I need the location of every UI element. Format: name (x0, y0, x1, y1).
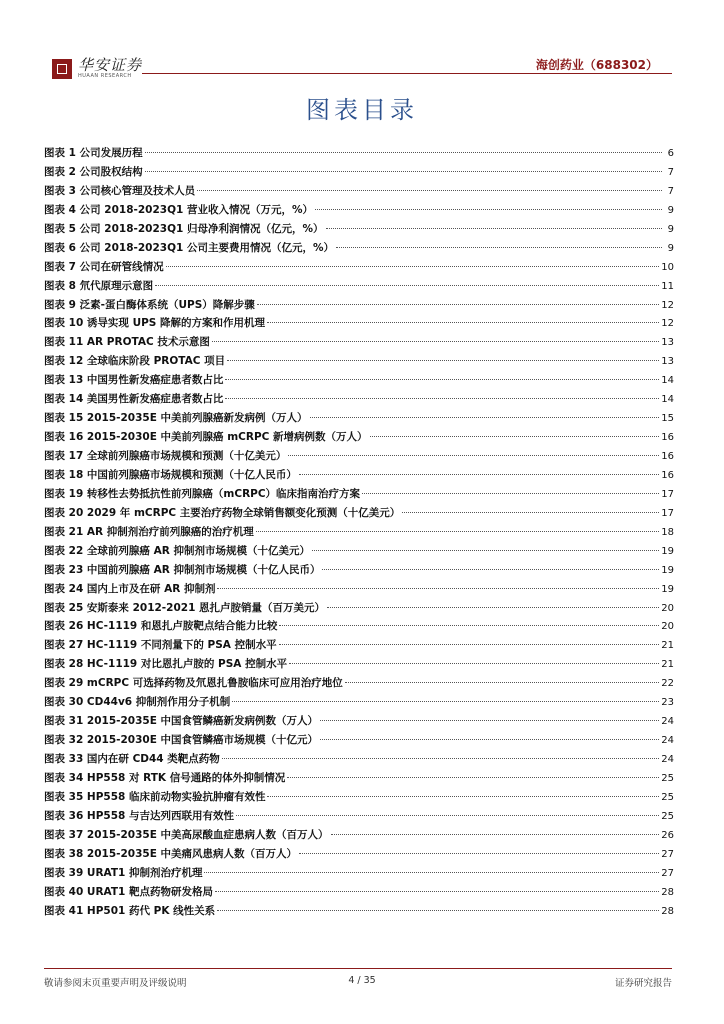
toc-entry[interactable] (44, 636, 674, 655)
toc-entry-label: 图表 22 全球前列腺癌 AR 抑制剂市场规模（十亿美元） (44, 544, 310, 557)
toc-entry-page: 20 (661, 621, 674, 633)
toc-entry-page: 7 (667, 166, 674, 178)
logo-text (78, 58, 142, 80)
toc-entry[interactable] (44, 655, 674, 674)
toc-entry-label: 图表 12 全球临床阶段 PROTAC 项目 (44, 355, 226, 368)
page-header (0, 0, 724, 82)
toc-leader-dots (322, 568, 659, 570)
toc-entry-label: 图表 28 HC-1119 对比恩扎卢胺的 PSA 控制水平 (44, 658, 288, 671)
page-title: 图表目录 (306, 96, 418, 124)
toc-entry-label: 图表 35 HP558 临床前动物实验抗肿瘤有效性 (44, 790, 266, 803)
toc-entry-label: 图表 1 公司发展历程 (44, 147, 143, 159)
toc-entry-page: 19 (661, 564, 674, 576)
toc-entry-page: 20 (661, 602, 674, 614)
toc-leader-dots (204, 871, 659, 873)
toc-entry-label: 图表 31 2015-2035E 中国食管鳞癌新发病例数（万人） (44, 715, 319, 728)
toc-entry-label: 图表 11 AR PROTAC 技术示意图 (44, 336, 210, 349)
toc-entry[interactable] (44, 390, 674, 409)
toc-entry[interactable] (44, 750, 674, 769)
toc-entry[interactable] (44, 788, 674, 807)
toc-entry[interactable] (44, 542, 674, 561)
toc-entry-page: 28 (661, 905, 674, 917)
toc-entry-label: 图表 2 公司股权结构 (44, 165, 143, 178)
toc-leader-dots (312, 549, 659, 551)
toc-entry-label: 图表 6 公司 2018-2023Q1 公司主要费用情况（亿元，%） (44, 241, 334, 254)
toc-leader-dots (236, 814, 659, 816)
toc-entry-page: 16 (661, 469, 674, 481)
toc-entry-label: 图表 20 2029 年 mCRPC 主要治疗药物全球销售额变化预测（十亿美元） (44, 506, 401, 519)
toc-entry[interactable] (44, 902, 674, 921)
toc-leader-dots (279, 624, 659, 626)
toc-entry-page: 14 (661, 375, 674, 387)
toc-entry-page: 27 (661, 867, 674, 879)
toc-leader-dots (279, 643, 660, 645)
toc-entry-page: 25 (661, 791, 674, 803)
toc-entry-label: 图表 37 2015-2035E 中美高尿酸血症患病人数（百万人） (44, 828, 329, 841)
toc-entry-label: 图表 7 公司在研管线情况 (44, 260, 164, 273)
toc-entry-label: 图表 40 URAT1 靶点药物研发格局 (44, 885, 213, 898)
toc-leader-dots (222, 757, 659, 759)
toc-leader-dots (331, 833, 660, 835)
toc-entry-label: 图表 21 AR 抑制剂治疗前列腺癌的治疗机理 (44, 525, 254, 538)
toc-entry-label: 图表 19 转移性去势抵抗性前列腺癌（mCRPC）临床指南治疗方案 (44, 487, 361, 500)
toc-leader-dots (145, 151, 662, 153)
logo-en: HUAAN RESEARCH (78, 73, 132, 79)
toc-entry-label: 图表 27 HC-1119 不同剂量下的 PSA 控制水平 (44, 639, 277, 652)
toc-entry[interactable] (44, 182, 674, 201)
toc-entry-page: 9 (667, 223, 674, 235)
toc-leader-dots (215, 890, 659, 892)
toc-entry-page: 19 (661, 545, 674, 557)
page-number: 4 / 35 (348, 975, 376, 986)
toc-entry-label: 图表 15 2015-2035E 中美前列腺癌新发病例（万人） (44, 412, 308, 425)
toc-entry-label: 图表 23 中国前列腺癌 AR 抑制剂市场规模（十亿人民币） (44, 563, 321, 576)
toc-entry-label: 图表 8 氘代原理示意图 (44, 279, 154, 292)
toc-entry-page: 28 (661, 886, 674, 898)
toc-entry[interactable] (44, 561, 674, 580)
toc-entry[interactable] (44, 617, 674, 636)
toc-entry-page: 9 (667, 204, 674, 216)
toc-leader-dots (145, 170, 662, 172)
toc-entry-page: 6 (667, 148, 674, 159)
toc-entry[interactable] (44, 599, 674, 618)
toc-leader-dots (320, 738, 659, 740)
toc-entry-page: 13 (661, 356, 674, 368)
toc-entry-page: 13 (661, 337, 674, 349)
toc-entry-page: 26 (661, 829, 674, 841)
toc-leader-dots (299, 473, 659, 475)
toc-entry[interactable] (44, 693, 674, 712)
toc-entry[interactable] (44, 352, 674, 371)
toc-entry-label: 图表 25 安斯泰来 2012-2021 恩扎卢胺销量（百万美元） (44, 601, 326, 614)
toc-leader-dots (289, 662, 659, 664)
toc-list (44, 144, 674, 920)
toc-entry-page: 25 (661, 772, 674, 784)
toc-entry-label: 图表 18 中国前列腺癌市场规模和预测（十亿人民币） (44, 468, 297, 481)
toc-entry[interactable] (44, 674, 674, 693)
toc-entry[interactable] (44, 277, 674, 296)
toc-entry[interactable] (44, 258, 674, 277)
toc-entry-page: 7 (667, 185, 674, 197)
toc-entry-page: 21 (661, 640, 674, 652)
toc-leader-dots (217, 909, 659, 911)
toc-entry[interactable] (44, 220, 674, 239)
toc-entry-label: 图表 9 泛素-蛋白酶体系统（UPS）降解步骤 (44, 298, 255, 311)
toc-entry-label: 图表 32 2015-2030E 中国食管鳞癌市场规模（十亿元） (44, 734, 319, 747)
toc-leader-dots (310, 416, 660, 418)
toc-entry[interactable] (44, 296, 674, 315)
toc-leader-dots (212, 340, 659, 342)
toc-entry-label: 图表 30 CD44v6 抑制剂作用分子机制 (44, 696, 231, 709)
toc-entry[interactable] (44, 333, 674, 352)
toc-entry-page: 21 (661, 659, 674, 671)
toc-entry[interactable] (44, 883, 674, 902)
toc-entry-page: 17 (661, 488, 674, 500)
toc-entry-label: 图表 17 全球前列腺癌市场规模和预测（十亿美元） (44, 450, 287, 462)
toc-leader-dots (256, 530, 659, 532)
toc-entry-page: 14 (661, 394, 674, 406)
toc-entry-page: 11 (661, 280, 674, 292)
company-name: 海创药业（688302） (535, 58, 658, 72)
toc-entry-page: 24 (661, 754, 674, 765)
toc-entry-page: 12 (661, 318, 674, 330)
toc-entry-label: 图表 26 HC-1119 和恩扎卢胺靶点结合能力比较 (44, 620, 278, 633)
toc-entry[interactable] (44, 845, 674, 864)
toc-entry[interactable] (44, 523, 674, 542)
toc-leader-dots (326, 227, 663, 229)
toc-leader-dots (232, 700, 659, 702)
toc-entry-label: 图表 13 中国男性新发癌症患者数占比 (44, 374, 224, 387)
toc-entry-page: 16 (661, 451, 674, 462)
toc-entry-page: 22 (661, 678, 674, 690)
logo-cn: 华安证券 (78, 56, 143, 74)
toc-entry-page: 24 (661, 716, 674, 728)
toc-entry-label: 图表 38 2015-2035E 中美痛风患病人数（百万人） (44, 847, 298, 860)
footer-divider (44, 968, 672, 969)
toc-entry-page: 15 (661, 413, 674, 425)
toc-entry[interactable] (44, 239, 674, 258)
toc-entry-page: 25 (661, 810, 674, 822)
toc-entry-label: 图表 10 诱导实现 UPS 降解的方案和作用机理 (44, 317, 266, 330)
toc-leader-dots (299, 852, 659, 854)
toc-leader-dots (362, 492, 659, 494)
toc-leader-dots (257, 303, 660, 305)
toc-entry[interactable] (44, 712, 674, 731)
toc-leader-dots (267, 321, 659, 323)
logo-icon (52, 59, 72, 79)
toc-leader-dots (225, 397, 659, 399)
toc-entry-label: 图表 33 国内在研 CD44 类靶点药物 (44, 753, 220, 765)
toc-leader-dots (267, 795, 659, 797)
toc-entry[interactable] (44, 807, 674, 826)
toc-leader-dots (320, 719, 659, 721)
toc-entry[interactable] (44, 314, 674, 333)
toc-leader-dots (336, 246, 662, 248)
toc-entry-label: 图表 39 URAT1 抑制剂治疗机理 (44, 866, 203, 879)
toc-leader-dots (166, 265, 660, 267)
toc-entry-label: 图表 29 mCRPC 可选择药物及氘恩扎鲁胺临床可应用治疗地位 (44, 677, 343, 690)
toc-entry[interactable] (44, 731, 674, 750)
toc-leader-dots (345, 681, 660, 683)
toc-leader-dots (155, 284, 659, 286)
toc-entry[interactable] (44, 769, 674, 788)
toc-entry[interactable] (44, 144, 674, 163)
toc-entry[interactable] (44, 163, 674, 182)
toc-entry[interactable] (44, 864, 674, 883)
company-logo (52, 58, 142, 80)
toc-entry[interactable] (44, 428, 674, 447)
toc-leader-dots (370, 435, 660, 437)
toc-entry-page: 12 (661, 299, 674, 311)
toc-entry-label: 图表 5 公司 2018-2023Q1 归母净利润情况（亿元，%） (44, 222, 324, 235)
toc-entry[interactable] (44, 826, 674, 845)
toc-entry-page: 16 (661, 432, 674, 444)
toc-leader-dots (327, 606, 659, 608)
toc-entry-page: 10 (661, 261, 674, 273)
toc-entry[interactable] (44, 447, 674, 466)
toc-entry[interactable] (44, 409, 674, 428)
toc-entry-page: 9 (667, 242, 674, 254)
toc-entry-label: 图表 3 公司核心管理及技术人员 (44, 184, 196, 197)
toc-leader-dots (287, 776, 659, 778)
toc-leader-dots (315, 208, 662, 210)
toc-entry[interactable] (44, 371, 674, 390)
footer-report-type: 证券研究报告 (614, 978, 672, 989)
toc-entry-page: 24 (661, 735, 674, 747)
header-divider (142, 73, 672, 74)
toc-entry-page: 17 (661, 507, 674, 519)
toc-entry-label: 图表 24 国内上市及在研 AR 抑制剂 (44, 582, 216, 595)
toc-entry-label: 图表 34 HP558 对 RTK 信号通路的体外抑制情况 (44, 771, 286, 784)
toc-leader-dots (217, 587, 659, 589)
toc-leader-dots (225, 378, 659, 380)
toc-entry-page: 23 (661, 697, 674, 709)
toc-entry-label: 图表 36 HP558 与吉达列西联用有效性 (44, 809, 234, 822)
toc-entry[interactable] (44, 580, 674, 599)
toc-leader-dots (402, 511, 659, 513)
toc-entry-label: 图表 14 美国男性新发癌症患者数占比 (44, 393, 224, 406)
toc-entry-label: 图表 16 2015-2030E 中美前列腺癌 mCRPC 新增病例数（万人） (44, 431, 368, 444)
toc-entry-page: 27 (661, 848, 674, 860)
toc-entry[interactable] (44, 466, 674, 485)
toc-leader-dots (227, 359, 659, 361)
toc-entry[interactable] (44, 201, 674, 220)
toc-entry-label: 图表 41 HP501 药代 PK 线性关系 (44, 904, 216, 917)
toc-entry[interactable] (44, 504, 674, 523)
toc-leader-dots (288, 454, 659, 456)
toc-entry-page: 18 (661, 526, 674, 538)
toc-entry-label: 图表 4 公司 2018-2023Q1 营业收入情况（万元，%） (44, 203, 313, 216)
footer-disclaimer: 敬请参阅末页重要声明及评级说明 (44, 978, 187, 989)
toc-leader-dots (197, 189, 662, 191)
toc-entry[interactable] (44, 485, 674, 504)
toc-entry-page: 19 (661, 583, 674, 595)
